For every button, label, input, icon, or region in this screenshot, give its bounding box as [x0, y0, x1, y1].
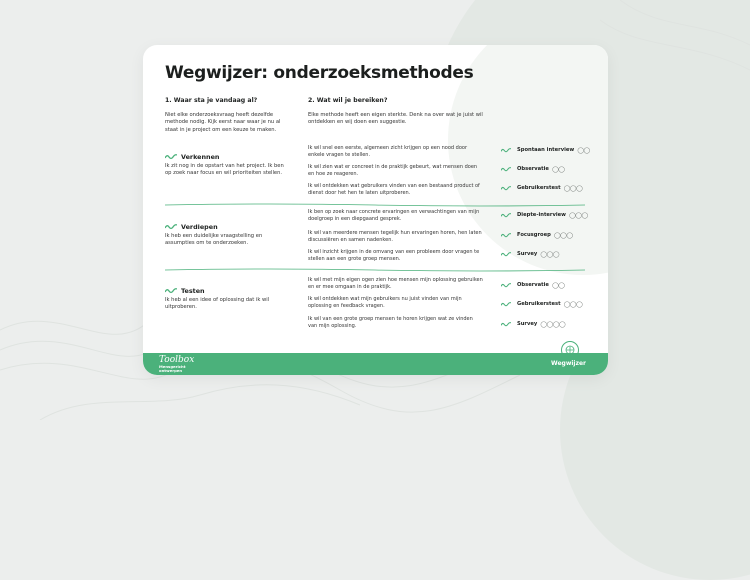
phase-name: Verkennen [181, 153, 220, 161]
wave-icon [501, 167, 511, 172]
phase-description: Ik zit nog in de opstart van het project. Ik ben op zoek naar focus en wil prioriteiten stellen. [165, 163, 284, 177]
method-row [501, 184, 582, 192]
phase-name: Testen [181, 287, 205, 295]
method-name: Observatie [517, 166, 549, 172]
wave-icon [501, 186, 511, 191]
logo-subtitle [159, 365, 186, 374]
wave-icon [501, 283, 511, 288]
method-name: Gebruikerstest [517, 301, 561, 307]
method-row [501, 281, 564, 289]
effort-rating: ◯◯◯ [553, 231, 573, 239]
wave-icon [501, 233, 511, 238]
method-name: Diepte-interview [517, 212, 566, 218]
method-row [501, 146, 590, 154]
column-heading-current-state: 1. Waar sta je vandaag al? [165, 97, 258, 104]
method-row [501, 300, 582, 308]
wave-icon [165, 154, 177, 160]
method-name: Spontaan interview [517, 147, 575, 153]
effort-rating: ◯◯◯ [563, 184, 583, 192]
wave-icon [165, 288, 177, 294]
phase-testen [165, 287, 290, 312]
page-title: Wegwijzer: onderzoeksmethodes [165, 63, 474, 83]
method-row [501, 165, 564, 173]
column-intro-goal: Elke methode heeft een eigen sterkte. Denk na over wat je juist wil ontdekken en wij doen een suggestie. [308, 112, 483, 126]
wave-icon [501, 148, 511, 153]
logo-subtitle-line: ontwerpen [159, 368, 183, 374]
effort-rating: ◯◯ [551, 281, 565, 289]
section-divider [165, 268, 585, 272]
effort-rating: ◯◯◯ [568, 211, 588, 219]
question-text: Ik wil zien wat er concreet in de praktijk gebeurt, wat mensen doen en hoe ze reageren. [308, 164, 478, 178]
wave-icon [501, 322, 511, 327]
effort-rating: ◯◯◯ [540, 250, 559, 258]
question-text: Ik wil van een grote groep mensen te horen krijgen wat ze vinden van mijn oplossing. [308, 316, 473, 330]
method-name: Survey [517, 251, 538, 257]
effort-rating: ◯◯◯◯ [540, 320, 566, 328]
footer-bar [143, 353, 608, 375]
question-text: Ik ben op zoek naar concrete ervaringen en verwachtingen van mijn doelgroep in een diepgaand gesprek. [308, 209, 480, 223]
method-row [501, 250, 559, 258]
effort-rating: ◯◯ [551, 165, 565, 173]
method-name: Survey [517, 321, 538, 327]
method-row [501, 320, 565, 328]
wave-icon [501, 213, 511, 218]
method-name: Observatie [517, 282, 549, 288]
method-name: Gebruikerstest [517, 185, 561, 191]
column-heading-goal: 2. Wat wil je bereiken? [308, 97, 388, 104]
question-text: Ik wil ontdekken wat mijn gebruikers nu juist vinden van mijn oplossing en feedback vragen. [308, 296, 462, 310]
phase-description: Ik heb een duidelijke vraagstelling en assumpties om te onderzoeken. [165, 233, 263, 247]
question-text: Ik wil ontdekken wat gebruikers vinden van een bestaand product of dienst door het hen te laten uitproberen. [308, 183, 480, 197]
question-text: Ik wil snel een eerste, algemeen zicht krijgen op een nood door enkele vragen te stellen. [308, 145, 468, 159]
footer-label: Wegwijzer [551, 360, 586, 367]
toolbox-logo: Toolbox [159, 355, 195, 365]
phase-verkennen [165, 153, 290, 178]
wave-icon [501, 252, 511, 257]
effort-rating: ◯◯◯ [563, 300, 583, 308]
wave-icon [501, 302, 511, 307]
phase-name: Verdiepen [181, 223, 218, 231]
section-divider [165, 203, 585, 207]
method-name: Focusgroep [517, 232, 551, 238]
question-text: Ik wil inzicht krijgen in de omvang van een probleem door vragen te stellen aan een grote groep mensen. [308, 249, 480, 263]
wave-icon [165, 224, 177, 230]
method-row [501, 211, 588, 219]
question-text: Ik wil met mijn eigen ogen zien hoe mensen mijn oplossing gebruiken en er mee omgaan in de praktijk. [308, 277, 483, 291]
question-text: Ik wil van meerdere mensen tegelijk hun ervaringen horen, hen laten discussiëren en samen nadenken. [308, 230, 482, 244]
column-intro-current-state: Niet elke onderzoeksvraag heeft dezelfde methode nodig. Kijk eerst naar waar je nu al staat in je project om een keuze te maken. [165, 112, 281, 133]
phase-verdiepen [165, 223, 290, 248]
method-row [501, 231, 572, 239]
phase-description: Ik heb al een idee of oplossing dat ik wil uitproberen. [165, 297, 270, 311]
logo-subtitle-line: Mensgericht [159, 364, 186, 369]
guide-card [143, 45, 608, 375]
effort-rating: ◯◯ [577, 146, 590, 154]
